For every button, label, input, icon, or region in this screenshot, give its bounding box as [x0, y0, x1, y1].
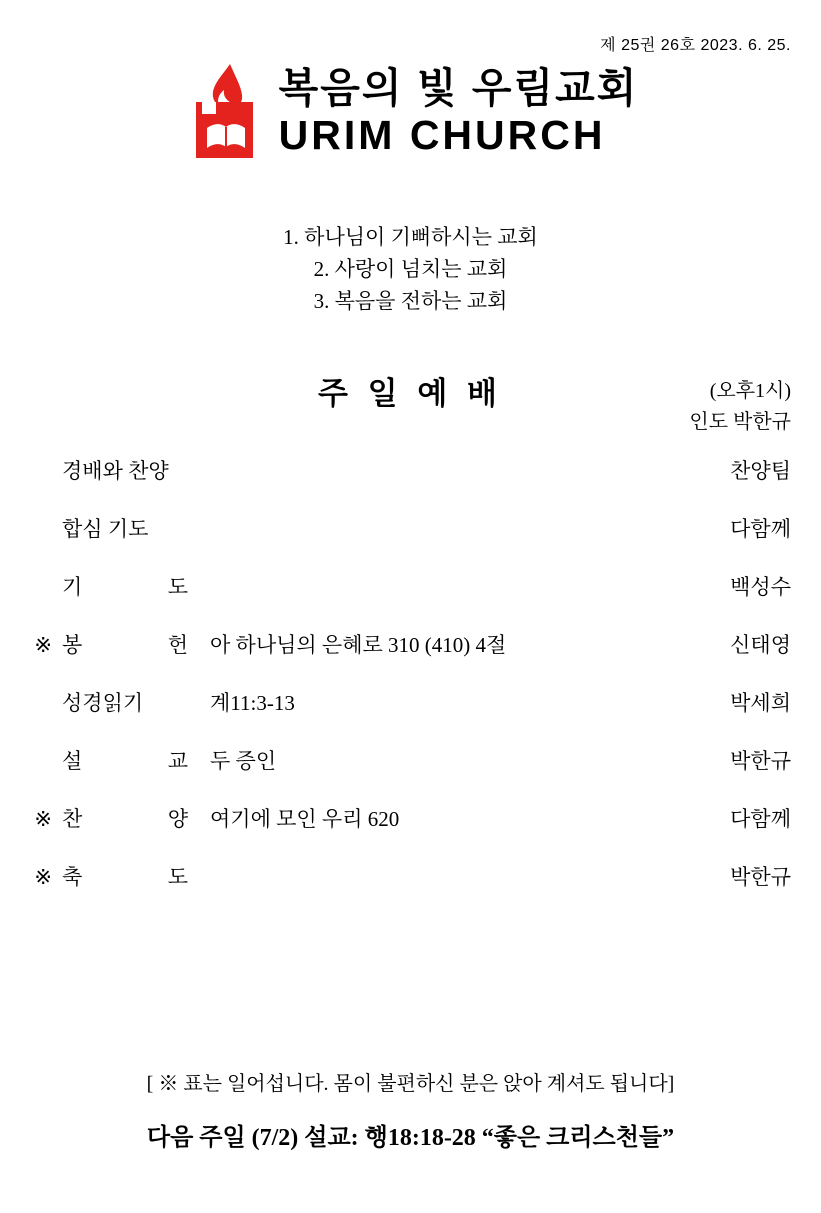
order-item: 합심 기도	[62, 517, 149, 541]
order-person: 다함께	[730, 517, 791, 541]
order-person: 다함께	[730, 807, 791, 831]
motto-2: 2. 사랑이 넘치는 교회	[313, 256, 508, 281]
order-row	[0, 687, 821, 745]
flame-book-logo-icon	[183, 62, 269, 162]
next-sermon: 다음 주일 (7/2) 설교: 행18:18-28 “좋은 크리스천들”	[146, 1125, 675, 1151]
order-item-first: 기	[62, 575, 83, 599]
order-row	[0, 455, 821, 513]
order-row	[0, 861, 821, 919]
order-mark: ※	[34, 865, 52, 889]
order-person: 백성수	[730, 575, 791, 599]
order-item-second: 도	[167, 865, 188, 889]
order-detail: 여기에 모인 우리 620	[210, 807, 400, 831]
service-time: (오후1시)	[709, 380, 791, 402]
order-row	[0, 513, 821, 571]
order-row	[0, 629, 821, 687]
motto-1: 1. 하나님이 기뻐하시는 교회	[283, 225, 538, 249]
order-detail: 계11:3-13	[210, 691, 295, 715]
order-item	[62, 571, 210, 601]
service-heading: 주 일 예 배	[317, 376, 504, 411]
order-row	[0, 571, 821, 629]
order-item: 성경읽기	[62, 691, 144, 715]
motto-3: 3. 복음을 전하는 교회	[313, 288, 508, 313]
order-item-second: 교	[167, 749, 188, 773]
service-leader: 인도 박한규	[689, 411, 791, 433]
order-mark: ※	[34, 807, 52, 831]
order-item-first: 축	[62, 865, 83, 889]
order-row	[0, 803, 821, 861]
order-item-second: 헌	[167, 633, 188, 657]
order-item	[62, 803, 210, 833]
order-item-first: 찬	[62, 807, 83, 831]
order-item	[62, 745, 210, 775]
church-mottos	[0, 222, 821, 318]
order-detail: 아 하나님의 은혜로 310 (410) 4절	[210, 633, 507, 657]
church-title-group	[279, 65, 639, 159]
order-mark: ※	[34, 633, 52, 657]
order-item-first: 봉	[62, 633, 83, 657]
order-item-second: 양	[167, 807, 188, 831]
order-item-second: 도	[167, 575, 188, 599]
order-row	[0, 745, 821, 803]
order-person: 찬양팀	[730, 459, 791, 483]
church-title-korean: 복음의 빛 우림교회	[278, 64, 639, 111]
order-item: 경배와 찬양	[62, 459, 169, 483]
service-meta	[689, 376, 791, 438]
order-person: 신태영	[730, 633, 791, 657]
order-item	[62, 861, 210, 891]
order-item	[62, 629, 210, 659]
issue-number: 제 25권 26호 2023. 6. 25.	[600, 37, 791, 54]
order-of-service	[0, 455, 821, 919]
order-person: 박한규	[730, 865, 791, 889]
order-person: 박한규	[730, 749, 791, 773]
church-header	[0, 62, 821, 162]
order-detail: 두 증인	[210, 749, 277, 773]
order-person: 박세희	[730, 691, 791, 715]
standing-note: [ ※ 표는 일어섭니다. 몸이 불편하신 분은 앉아 계셔도 됩니다]	[146, 1073, 675, 1095]
order-item-first: 설	[62, 749, 83, 773]
church-title-english: URIM CHURCH	[278, 112, 606, 158]
